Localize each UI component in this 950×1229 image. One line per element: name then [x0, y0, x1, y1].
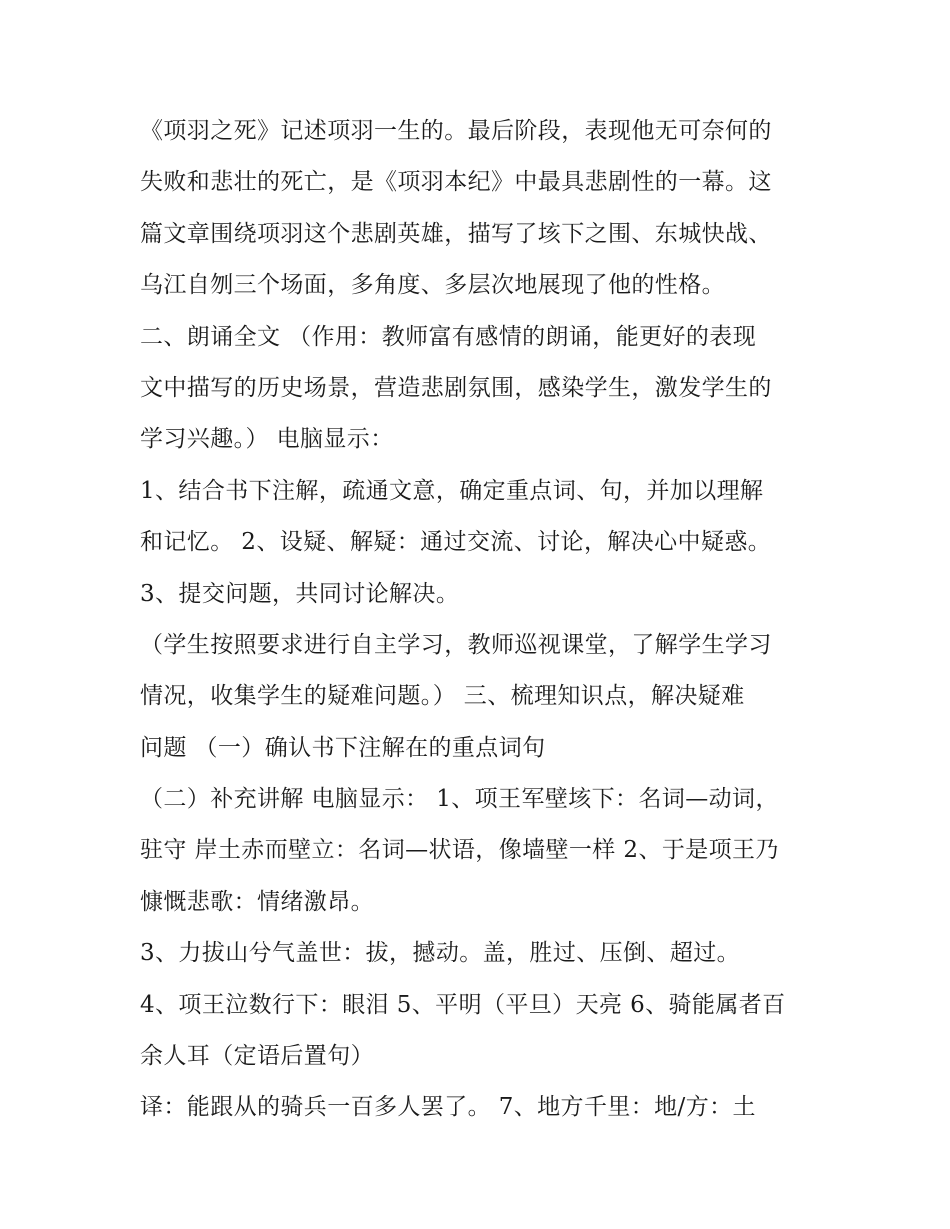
text-line: 情况，收集学生的疑难问题。） 三、梳理知识点，解决疑难 [140, 683, 745, 710]
text-line: （二）补充讲解 电脑显示： 1、项王军壁垓下：名词—动词， [140, 786, 779, 813]
text-line: 驻守 岸土赤而壁立：名词—状语，像墙壁一样 2、于是项王乃 [140, 837, 779, 864]
text-line: 慷慨悲歌：情绪激昂。 [140, 888, 374, 915]
text-line: 二、朗诵全文 （作用：教师富有感情的朗诵，能更好的表现 [140, 323, 757, 350]
text-line: 4、项王泣数行下：眼泪 5、平明（平旦）天亮 6、骑能属者百 [140, 991, 786, 1018]
text-line: 3、提交问题，共同讨论解决。 [140, 580, 460, 607]
text-line: 3、力拔山兮气盖世：拔，撼动。盖，胜过、压倒、超过。 [140, 940, 741, 967]
text-line: （学生按照要求进行自主学习，教师巡视课堂，了解学生学习 [140, 631, 772, 658]
text-line: 篇文章围绕项羽这个悲剧英雄，描写了垓下之围、东城快战、 [140, 220, 772, 247]
text-line: 《项羽之死》记述项羽一生的。最后阶段，表现他无可奈何的 [140, 118, 772, 144]
text-line: 问题 （一）确认书下注解在的重点词句 [140, 734, 546, 761]
text-line: 和记忆。 2、设疑、解疑：通过交流、讨论，解决心中疑惑。 [140, 529, 772, 556]
text-line: 1、结合书下注解，疏通文意，确定重点词、句，并加以理解 [140, 477, 764, 504]
text-line: 文中描写的历史场景，营造悲剧氛围，感染学生，激发学生的 [140, 374, 772, 401]
text-line: 失败和悲壮的死亡，是《项羽本纪》中最具悲剧性的一幕。这 [140, 169, 772, 196]
text-line: 乌江自刎三个场面，多角度、多层次地展现了他的性格。 [140, 272, 725, 299]
text-line: 译：能跟从的骑兵一百多人罢了。 7、地方千里：地/方：土 [140, 1094, 756, 1121]
text-line: 余人耳（定语后置句） [140, 1043, 374, 1070]
body-text [140, 106, 820, 1134]
text-line: 学习兴趣。） 电脑显示： [140, 426, 394, 453]
